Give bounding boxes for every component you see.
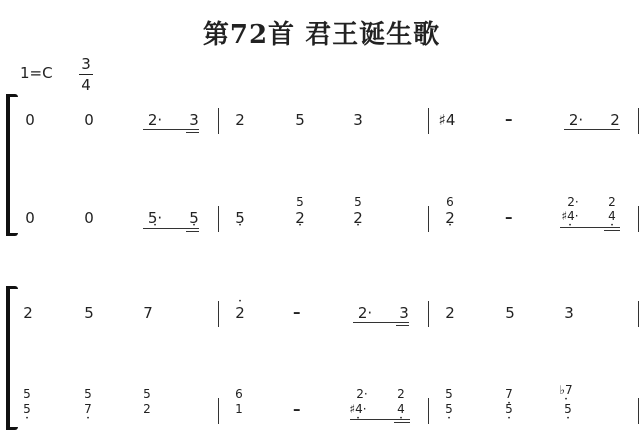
barline: [218, 108, 219, 134]
underline: [604, 230, 620, 231]
note: 7 •: [81, 403, 95, 415]
barline: [638, 398, 639, 424]
note: 7: [143, 304, 153, 322]
dash: –: [293, 303, 301, 321]
note: ♯4: [438, 111, 456, 129]
barline: [218, 206, 219, 232]
chord-note: 2·: [567, 195, 579, 209]
key-signature: 1=C: [20, 64, 53, 82]
note: ♭7 •: [556, 384, 576, 396]
note: 1: [235, 402, 243, 416]
underline: [353, 322, 409, 323]
barline: [638, 301, 639, 327]
dash: –: [505, 208, 513, 226]
note: 5 •: [186, 210, 202, 226]
note: 2: [143, 402, 151, 416]
underline: [186, 132, 199, 133]
chord-note: 4 •: [605, 210, 619, 222]
underline: [350, 419, 410, 420]
note: 5: [84, 387, 92, 401]
underline: [564, 129, 620, 130]
note: 3: [399, 304, 409, 322]
time-signature: [78, 54, 94, 95]
note: 5: [505, 304, 515, 322]
note: 2·: [357, 304, 373, 322]
barline: [638, 206, 639, 232]
chord-note: ♯4· •: [556, 210, 584, 222]
note: 5: [354, 195, 362, 209]
underline: [394, 422, 410, 423]
note: 5: [296, 195, 304, 209]
system1-bracket: [6, 96, 10, 234]
underline: [186, 231, 199, 232]
chord-note: 2·: [356, 387, 368, 401]
underline: [143, 228, 199, 229]
note: 5: [84, 304, 94, 322]
dash: –: [505, 110, 513, 128]
note: 5 •: [502, 403, 516, 415]
song-title: 第72首 君王诞生歌: [202, 20, 441, 50]
note: 5: [445, 387, 453, 401]
note: 5 •: [442, 403, 456, 415]
note: 2·: [568, 111, 584, 129]
note: 2: [235, 111, 245, 129]
note: 5 •: [561, 403, 575, 415]
note: 3: [189, 111, 199, 129]
time-sig-bottom: 4: [81, 76, 91, 94]
barline: [428, 301, 429, 327]
note: 5· •: [144, 210, 166, 226]
note: 5: [295, 111, 305, 129]
chord-note: 2: [397, 387, 405, 401]
note: 0: [84, 209, 94, 227]
note: 6: [235, 387, 243, 401]
barline: [428, 206, 429, 232]
note: 5 •: [20, 403, 34, 415]
note: 0: [84, 111, 94, 129]
note: 2: [23, 304, 33, 322]
note: 2 •: [350, 210, 366, 226]
system2-bracket: [6, 288, 10, 428]
barline: [218, 398, 219, 424]
note: 6: [446, 195, 454, 209]
barline: [218, 301, 219, 327]
dash: –: [293, 400, 301, 418]
time-sig-top: 3: [81, 55, 91, 73]
note: 2: [445, 304, 455, 322]
note: 0: [25, 209, 35, 227]
chord-note: 2: [608, 195, 616, 209]
note: 0: [25, 111, 35, 129]
barline: [428, 398, 429, 424]
note: • 2: [232, 305, 248, 321]
underline: [143, 129, 199, 130]
note: 2 •: [442, 210, 458, 226]
barline: [428, 108, 429, 134]
note: 3: [564, 304, 574, 322]
note: 5: [143, 387, 151, 401]
barline: [638, 108, 639, 134]
note: 2·: [147, 111, 163, 129]
note: 7 •: [502, 388, 516, 400]
underline: [396, 325, 409, 326]
underline: [560, 227, 620, 228]
note: 5: [23, 387, 31, 401]
chord-note: ♯4· •: [344, 403, 372, 415]
note: 5 •: [232, 210, 248, 226]
note: 2 •: [292, 210, 308, 226]
note: 2: [610, 111, 620, 129]
note: 3: [353, 111, 363, 129]
chord-note: 4 •: [394, 403, 408, 415]
